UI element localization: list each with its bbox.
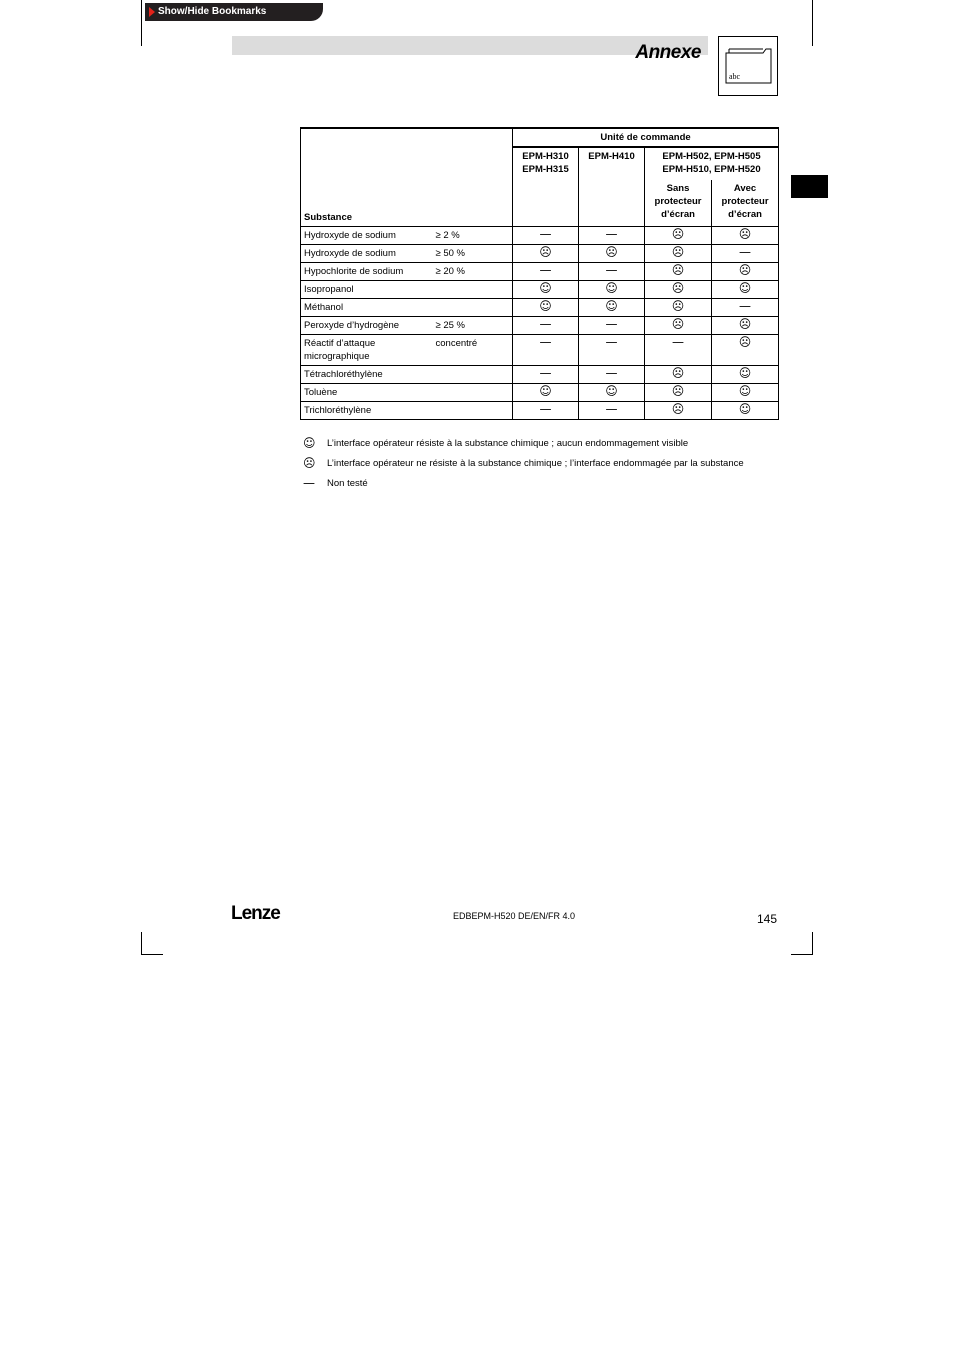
concentration-cell: ≥ 25 % — [433, 317, 513, 335]
crop-mark — [141, 0, 142, 46]
h5-with-cell: ☹ — [712, 317, 779, 335]
h5-without-cell: ☹ — [645, 366, 712, 384]
crop-mark — [141, 932, 142, 954]
page-title: Annexe — [635, 42, 701, 63]
h5-without-cell: ☹ — [645, 402, 712, 420]
subheader-with-protector: Avec protecteur d’écran — [712, 180, 779, 226]
legend-symbol: ☺ — [303, 436, 316, 450]
legend-symbol: — — [303, 476, 315, 490]
substance-cell: Isopropanol — [301, 281, 433, 299]
legend-text: Non testé — [327, 478, 368, 489]
concentration-cell — [433, 299, 513, 317]
h5-with-cell: ☹ — [712, 227, 779, 245]
h310-cell: ☺ — [513, 384, 579, 402]
chapter-marker — [791, 175, 828, 198]
table-row — [301, 281, 779, 299]
h5-without-cell: ☹ — [645, 317, 712, 335]
substance-cell: Trichloréthylène — [301, 402, 433, 420]
folder-icon-label: abc — [729, 72, 741, 81]
show-hide-bookmarks-button[interactable] — [145, 3, 323, 21]
col-header-h310: EPM-H310 EPM-H315 — [513, 147, 579, 227]
h5-with-cell: ☺ — [712, 402, 779, 420]
concentration-cell — [433, 402, 513, 420]
concentration-cell: concentré — [433, 335, 513, 366]
chemical-resistance-table — [300, 127, 779, 420]
substance-cell: Réactif d’attaque micrographique — [301, 335, 433, 366]
h310-cell: ☹ — [513, 245, 579, 263]
h310-cell: — — [513, 317, 579, 335]
table-row — [301, 317, 779, 335]
h310-cell: ☺ — [513, 299, 579, 317]
h5-with-cell: ☹ — [712, 263, 779, 281]
concentration-cell: ≥ 20 % — [433, 263, 513, 281]
crop-mark — [812, 932, 813, 954]
concentration-cell — [433, 366, 513, 384]
legend-text: L’interface opérateur résiste à la substance chimique ; aucun endommagement visible — [327, 438, 689, 449]
h410-cell: — — [579, 263, 645, 281]
concentration-cell: ≥ 2 % — [433, 227, 513, 245]
substance-cell: Toluène — [301, 384, 433, 402]
substance-cell: Hypochlorite de sodium — [301, 263, 433, 281]
h410-cell: ☺ — [579, 281, 645, 299]
table-row — [301, 384, 779, 402]
h310-cell: — — [513, 335, 579, 366]
legend-text: L’interface opérateur ne résiste à la substance chimique ; l’interface endommagée par la substance — [327, 458, 744, 469]
legend-symbol: ☹ — [303, 456, 316, 470]
h410-cell: — — [579, 317, 645, 335]
h410-cell: ☺ — [579, 384, 645, 402]
h5-without-cell: — — [645, 335, 712, 366]
h5-with-cell: ☺ — [712, 384, 779, 402]
col-header-h5xx: EPM-H502, EPM-H505 EPM-H510, EPM-H520 — [645, 147, 779, 180]
h5-with-cell: — — [712, 299, 779, 317]
table-row — [301, 366, 779, 384]
col-header-h410: EPM-H410 — [579, 147, 645, 227]
document-reference: EDBEPM-H520 DE/EN/FR 4.0 — [453, 911, 576, 921]
table-row — [301, 227, 779, 245]
control-unit-header: Unité de commande — [513, 128, 779, 147]
table-row — [301, 402, 779, 420]
substance-cell: Tétrachloréthylène — [301, 366, 433, 384]
substance-cell: Méthanol — [301, 299, 433, 317]
crop-mark — [791, 954, 813, 955]
h410-cell: — — [579, 366, 645, 384]
substance-cell: Hydroxyde de sodium — [301, 245, 433, 263]
h310-cell: — — [513, 227, 579, 245]
h410-cell: — — [579, 402, 645, 420]
table-row — [301, 263, 779, 281]
h310-cell: — — [513, 366, 579, 384]
table-row — [301, 245, 779, 263]
h410-cell: ☺ — [579, 299, 645, 317]
substance-cell: Hydroxyde de sodium — [301, 227, 433, 245]
h5-without-cell: ☹ — [645, 299, 712, 317]
subheader-without-protector: Sans protecteur d’écran — [645, 180, 712, 226]
crop-mark — [141, 954, 163, 955]
h5-without-cell: ☹ — [645, 227, 712, 245]
h5-without-cell: ☹ — [645, 245, 712, 263]
concentration-cell — [433, 384, 513, 402]
table-row — [301, 299, 779, 317]
triangle-right-icon — [149, 7, 155, 17]
h410-cell: — — [579, 335, 645, 366]
h5-with-cell: ☹ — [712, 335, 779, 366]
substance-header-cell — [301, 128, 513, 227]
table-row — [301, 335, 779, 366]
substance-cell: Peroxyde d’hydrogène — [301, 317, 433, 335]
h410-cell: ☹ — [579, 245, 645, 263]
folder-icon — [718, 36, 778, 96]
h310-cell: ☺ — [513, 281, 579, 299]
crop-mark — [812, 0, 813, 46]
h410-cell: — — [579, 227, 645, 245]
substance-header: Substance — [304, 212, 353, 223]
h5-without-cell: ☹ — [645, 281, 712, 299]
bookmarks-label: Show/Hide Bookmarks — [158, 6, 267, 17]
concentration-cell — [433, 281, 513, 299]
h310-cell: — — [513, 402, 579, 420]
h5-with-cell: — — [712, 245, 779, 263]
h310-cell: — — [513, 263, 579, 281]
page-number: 145 — [757, 912, 778, 926]
h5-without-cell: ☹ — [645, 384, 712, 402]
lenze-logo: Lenze — [231, 903, 280, 924]
h5-without-cell: ☹ — [645, 263, 712, 281]
h5-with-cell: ☺ — [712, 366, 779, 384]
h5-with-cell: ☺ — [712, 281, 779, 299]
concentration-cell: ≥ 50 % — [433, 245, 513, 263]
